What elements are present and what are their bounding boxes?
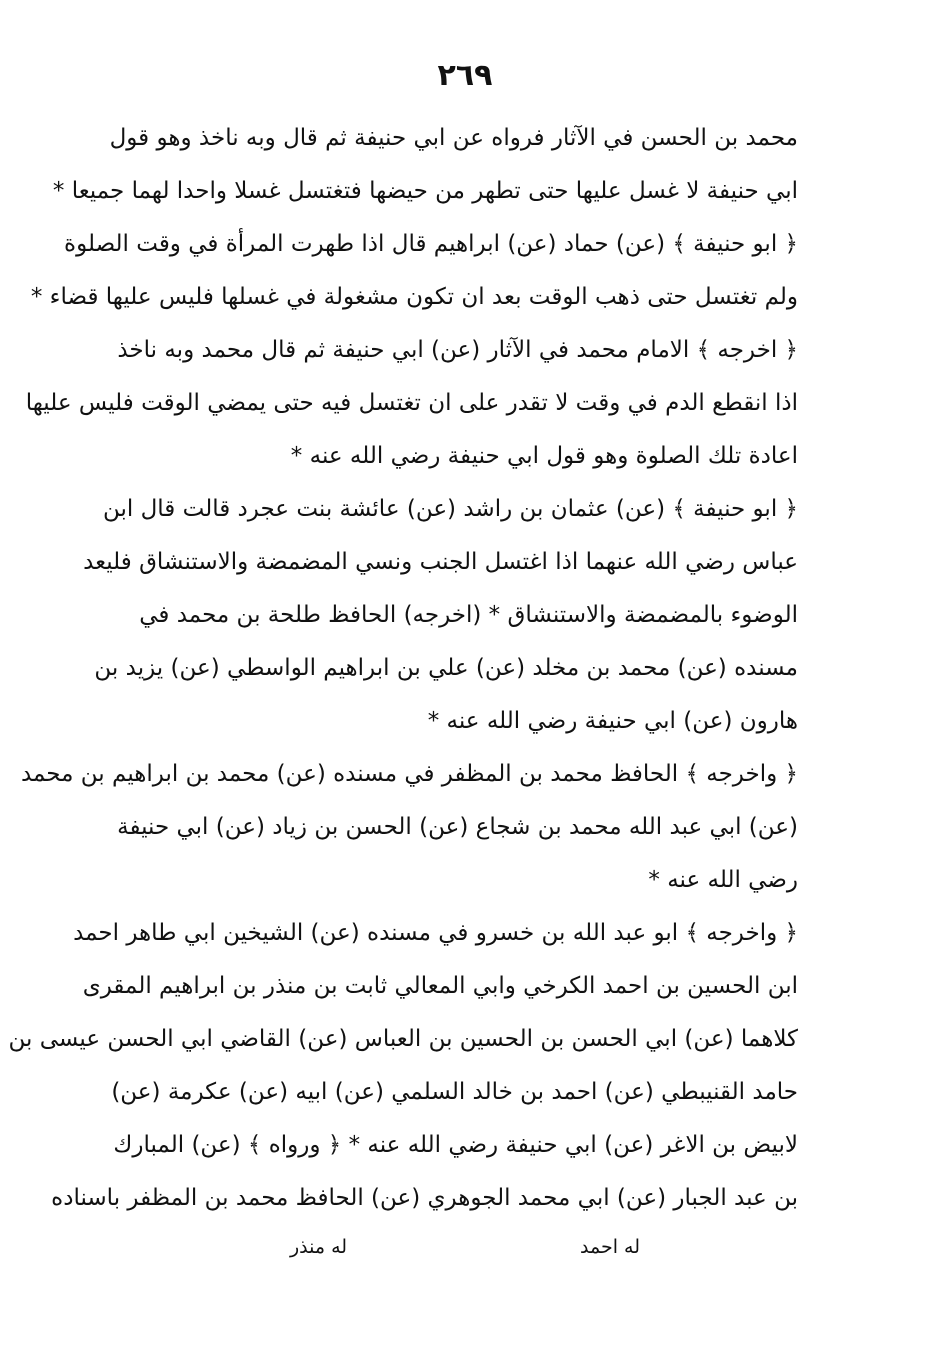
footnote: له منذر: [290, 1236, 348, 1258]
text-line: ﴿ اخرجه ﴾ الامام محمد في الآثار (عن) ابي حنيفة ثم قال محمد وبه ناخذ: [117, 337, 798, 363]
text-line: ولم تغتسل حتى ذهب الوقت بعد ان تكون مشغولة في غسلها فليس عليها قضاء *: [30, 284, 798, 310]
text-line: هارون (عن) ابي حنيفة رضي الله عنه *: [427, 708, 798, 734]
text-line: ﴿ واخرجه ﴾ الحافظ محمد بن المظفر في مسنده (عن) محمد بن ابراهيم بن محمد: [20, 761, 798, 787]
text-line: اعادة تلك الصلوة وهو قول ابي حنيفة رضي الله عنه *: [290, 443, 798, 469]
text-line: ﴿ ابو حنيفة ﴾ (عن) حماد (عن) ابراهيم قال اذا طهرت المرأة في وقت الصلوة: [64, 231, 798, 257]
text-line: ابي حنيفة لا غسل عليها حتى تطهر من حيضها فتغتسل غسلا واحدا لهما جميعا *: [52, 178, 798, 204]
body-text: [8, 112, 798, 1225]
page-number: ٢٦٩: [437, 58, 493, 93]
text-line: اذا انقطع الدم في وقت لا تقدر على ان تغتسل فيه حتى يمضي الوقت فليس عليها: [25, 390, 798, 416]
text-line: عباس رضي الله عنهما اذا اغتسل الجنب ونسي المضمضة والاستنشاق فليعد: [83, 549, 798, 575]
text-line: ﴿ ابو حنيفة ﴾ (عن) عثمان بن راشد (عن) عائشة بنت عجرد قالت قال ابن: [102, 496, 798, 522]
text-line: لابيض بن الاغر (عن) ابي حنيفة رضي الله عنه * ﴿ ورواه ﴾ (عن) المبارك: [113, 1132, 798, 1158]
text-line: بن عبد الجبار (عن) ابي محمد الجوهري (عن) الحافظ محمد بن المظفر باسناده: [51, 1185, 798, 1211]
text-line: الوضوء بالمضمضة والاستنشاق * (اخرجه) الحافظ طلحة بن محمد في: [139, 602, 798, 628]
text-line: محمد بن الحسن في الآثار فرواه عن ابي حنيفة ثم قال وبه ناخذ وهو قول: [109, 125, 798, 151]
text-line: ﴿ واخرجه ﴾ ابو عبد الله بن خسرو في مسنده (عن) الشيخين ابي طاهر احمد: [73, 920, 798, 946]
footnote: له احمد: [580, 1236, 640, 1258]
footnotes: [290, 1236, 640, 1258]
text-line: كلاهما (عن) ابي الحسن بن الحسين بن العباس (عن) القاضي ابي الحسن عيسى بن: [8, 1026, 798, 1052]
text-line: ابن الحسين بن احمد الكرخي وابي المعالي ثابت بن منذر بن ابراهيم المقرى: [82, 973, 798, 999]
text-line: رضي الله عنه *: [648, 867, 798, 893]
text-line: حامد القنيبطي (عن) احمد بن خالد السلمي (عن) ابيه (عن) عكرمة (عن): [111, 1079, 798, 1105]
text-line: مسنده (عن) محمد بن مخلد (عن) علي بن ابراهيم الواسطي (عن) يزيد بن: [94, 655, 798, 681]
text-line: (عن) ابي عبد الله محمد بن شجاع (عن) الحسن بن زياد (عن) ابي حنيفة: [117, 814, 798, 840]
